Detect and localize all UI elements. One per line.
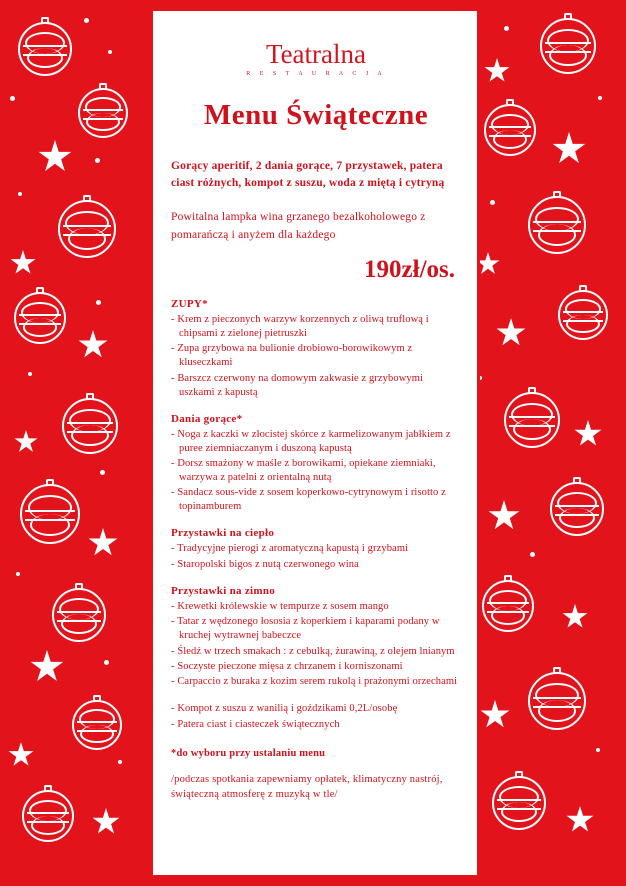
menu-intro: Gorący aperitif, 2 dania gorące, 7 przystawek, patera ciast różnych, kompot z suszu, woda z miętą i cytryną [171, 160, 445, 189]
star-icon [562, 604, 588, 630]
dot-icon [84, 18, 89, 23]
bauble-icon [20, 484, 80, 544]
list-item: - Carpaccio z buraka z kozim serem rukolą i prażonymi orzechami [171, 676, 458, 688]
star-icon [14, 430, 38, 454]
star-icon [552, 132, 586, 166]
bauble-icon [482, 580, 534, 632]
list-item: - Sandacz sous-vide z sosem koperkowo-cytrynowym i risotto z topinamburem [171, 487, 446, 513]
bauble-icon [14, 292, 66, 344]
star-icon [566, 806, 594, 834]
bauble-icon [18, 22, 72, 76]
bauble-icon [62, 398, 118, 454]
dot-icon [18, 192, 22, 196]
list-item: - Kompot z suszu z wanilią i goździkami 0,2L/osobę [171, 703, 398, 715]
star-icon [78, 330, 108, 360]
list-item: - Tatar z wędzonego łososia z koperkiem i kaparami podany w kruchej wytrawnej babeczce [171, 616, 440, 642]
section-heading: Dania gorące* [171, 412, 243, 425]
bauble-icon [58, 200, 116, 258]
list-item: - Soczyste pieczone mięsa z chrzanem i korniszonami [171, 661, 403, 672]
bauble-icon [528, 196, 586, 254]
section-heading: ZUPY* [171, 297, 208, 310]
bauble-icon [528, 672, 586, 730]
star-icon [10, 250, 36, 276]
list-item: - Patera ciast i ciasteczek świątecznych [171, 718, 340, 730]
list-item: - Staropolski bigos z nutą czerwonego wina [171, 558, 359, 570]
list-item: - Krem z pieczonych warzyw korzennych z oliwą truflową i chipsami z zielonej pietruszki [171, 313, 429, 339]
section-heading: Przystawki na ciepło [171, 527, 275, 540]
page-title: Menu Świąteczne [203, 99, 429, 131]
dot-icon [108, 50, 112, 54]
list-item: - Zupa grzybowa na bulionie drobiowo-borowikowym z kluseczkami [171, 343, 413, 369]
star-icon [496, 318, 526, 348]
section-item-list [171, 428, 461, 515]
section-item-list [171, 600, 461, 690]
section-item-list [171, 313, 461, 400]
right-decoration-panel [466, 0, 626, 886]
bauble-icon [558, 290, 608, 340]
bauble-icon [484, 104, 536, 156]
star-icon [88, 528, 118, 558]
extras-list [171, 702, 461, 731]
list-item: - Dorsz smażony w maśle z borowikami, opiekane ziemniaki, warzywa z patelni z orientalną nutą [171, 457, 436, 483]
left-decoration-panel [0, 0, 160, 886]
dot-icon [96, 300, 101, 305]
bauble-icon [52, 588, 106, 642]
menu-card [150, 8, 480, 878]
dot-icon [104, 660, 109, 665]
list-item: - Barszcz czerwony na domowym zakwasie z grzybowymi uszkami z kapustą [171, 372, 424, 398]
dot-icon [596, 748, 600, 752]
dot-icon [16, 572, 20, 576]
bauble-icon [550, 482, 604, 536]
bauble-icon [78, 88, 128, 138]
dot-icon [490, 200, 495, 205]
star-icon [488, 500, 520, 532]
menu-section [171, 298, 461, 400]
list-item: - Śledź w trzech smakach : z cebulką, żurawiną, z olejem lnianym [171, 645, 455, 657]
dot-icon [28, 372, 32, 376]
dot-icon [598, 96, 602, 100]
list-item: - Tradycyjne pierogi z aromatyczną kapustą i grzybami [171, 543, 409, 555]
star-icon [8, 742, 34, 768]
price-label: 190zł/os. [364, 255, 455, 283]
dot-icon [530, 552, 535, 557]
dot-icon [95, 158, 100, 163]
bauble-icon [492, 776, 546, 830]
dot-icon [504, 26, 509, 31]
star-icon [484, 58, 510, 84]
menu-section [171, 527, 461, 571]
logo-subtitle: R E S T A U R A C J A [246, 71, 386, 77]
bauble-icon [22, 790, 74, 842]
welcome-drink-text: Powitalna lampka wina grzanego bezalkoholowego z pomarańczą i anyżem dla każdego [171, 211, 426, 241]
menu-section [171, 585, 461, 690]
menu-note: *do wyboru przy ustalaniu menu [171, 747, 326, 759]
menu-footer: /podczas spotkania zapewniamy opłatek, klimatyczny nastrój, świąteczną atmosferę z muzyką w tle/ [171, 773, 443, 800]
dot-icon [118, 760, 122, 764]
list-item: - Krewetki królewskie w tempurze z sosem mango [171, 600, 389, 612]
list-item: - Noga z kaczki w złocistej skórce z karmelizowanym jabłkiem z puree ziemniaczanym i duszoną kapustą [171, 428, 451, 454]
section-item-list [171, 542, 461, 571]
star-icon [574, 420, 602, 448]
logo-wordmark [266, 41, 366, 68]
bauble-icon [72, 700, 122, 750]
star-icon [92, 808, 120, 836]
logo-name: eatralna [280, 39, 367, 69]
menu-section [171, 413, 461, 515]
star-icon [38, 140, 72, 174]
star-icon [30, 650, 64, 684]
section-heading: Przystawki na zimno [171, 584, 276, 597]
logo-initial: T [265, 39, 281, 69]
dot-icon [100, 470, 105, 475]
bauble-icon [504, 392, 560, 448]
dot-icon [10, 96, 15, 101]
star-icon [480, 700, 510, 730]
bauble-icon [540, 18, 596, 74]
restaurant-logo [171, 41, 461, 77]
